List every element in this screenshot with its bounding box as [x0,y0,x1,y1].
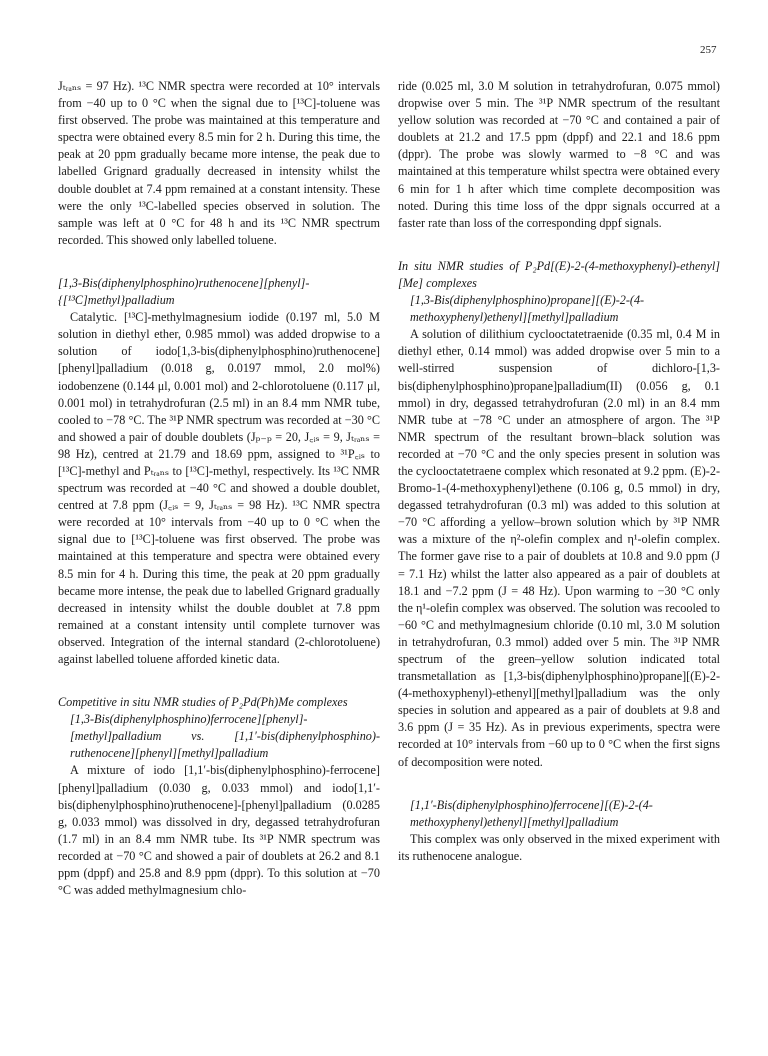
left-paragraph-2: Catalytic. [¹³C]-methylmagnesium iodide (0.197 ml, 5.0 M solution in diethyl ether, 0.985 mmol) was added dropwise to a solution of iodo[1,3-bis(diphenylphosphino)ruthenocene][phenyl]palladium (0.018 g, 0.0197 mmol, 2.0 mol%) iodobenzene (0.144 μl, 0.001 mol) and 2-chlorotoluene (0.117 μl, 0.001 mol) in tetrahydrofuran (2.5 ml) in an 8.4 mm NMR tube, cooled to −78 °C. The ³¹P NMR spectrum was recorded at −30 °C and showed a pair of double doublets (Jₚ₋ₚ = 20, J꜀ᵢₛ = 9, Jₜᵣₐₙₛ = 98 Hz), centred at 21.79 and 18.69 ppm, assigned to ³¹P꜀ᵢₛ to [¹³C]-methyl and Pₜᵣₐₙₛ to [¹³C]-methyl, respectively. Its ¹³C NMR spectrum was recorded at −40 °C and showed a double doublet, centred at 7.8 ppm (J꜀ᵢₛ = 9, Jₜᵣₐₙₛ = 98 Hz). ¹³C NMR spectra were recorded at 10° intervals from −40 up to 0 °C when the signal due to [¹³C]-toluene was first observed. The probe was maintained at this temperature and spectra were obtained every 8.5 min for 4 h. During this time, the peak at 20 ppm gradually became more intense, the peak due to labelled Grignard gradually decreased in intensity whilst the double doublet at 7.8 ppm remained at a constant intensity until complete turnover was observed. Integration of the internal standard (2-chlorotoluene) against labelled toluene afforded kinetic data. [58,310,380,666]
left-section-heading-1: [1,3-Bis(diphenylphosphino)ruthenocene][phenyl]-{[¹³C]methyl}palladium [58,275,310,308]
right-subsection-heading-3: [1,1′-Bis(diphenylphosphino)ferrocene][(E)-2-(4-methoxyphenyl)ethenyl][methyl]palladium [410,797,653,829]
right-paragraph-1: ride (0.025 ml, 3.0 M solution in tetrahydrofuran, 0.075 mmol) dropwise over 5 min. The ³¹P NMR spectrum of the resultant yellow solution was recorded at −70 °C and contained a pair of doublets at 21.2 and 17.5 ppm (dppf) and 22.1 and 18.6 ppm (dppr). The probe was slowly warmed to −8 °C and was maintained at this temperature whilst spectra were obtained every 6 min for 1 h after which time complete decomposition was noted. During this time loss of the dppr signals occurred at a faster rate than loss of the corresponding dppf signals. [398,79,720,230]
right-section-heading-1: In situ NMR studies of P₂Pd[(E)-2-(4-methoxyphenyl)-ethenyl][Me] complexes [398,258,720,290]
right-column [398,78,720,865]
right-paragraph-3: This complex was only observed in the mixed experiment with its ruthenocene analogue. [398,831,720,863]
right-paragraph-2: A solution of dilithium cyclooctatetraenide (0.35 ml, 0.4 M in diethyl ether, 0.14 mmol) was added dropwise over 5 min to a well-stirred suspension of dichloro-[1,3-bis(diphenylphosphino)propane]palladium(II) (0.056 g, 0.1 mmol) in dry, degassed tetrahydrofuran (2.0 ml) in an 8.4 mm NMR tube at −78 °C under an atmosphere of argon. The ³¹P NMR spectrum of the resultant brown–black solution was recorded at −70 °C and the only species present in solution was the cyclooctatetraene complex which resonated at 9.2 ppm. (E)-2-Bromo-1-(4-methoxyphenyl)ethene (0.106 g, 0.5 mmol) in dry, degassed tetrahydrofuran (0.3 ml) was added to this solution at −70 °C affording a yellow–brown solution which by ³¹P NMR was a mixture of the η²-olefin complex and η¹-olefin complex. The former gave rise to a pair of doublets at 10.8 and 9.0 ppm (J = 7.1 Hz) whilst the latter also appeared as a pair of doublets at 18.1 and −7.2 ppm (J = 48 Hz). Upon warming to −30 °C only the η¹-olefin complex was observed. The solution was recooled to −60 °C and methylmagnesium chloride (0.10 ml, 3.0 M solution in tetrahydrofuran, 0.3 mmol) added over 5 min. The ³¹P NMR spectrum of the green–yellow solution indicated total transmetallation as [1,3-bis(diphenylphosphino)propane][(E)-2-(4-methoxyphenyl)-ethenyl][methyl]palladium was the only species in solution and appeared as a pair of doublets at 9.8 and 3.6 ppm (J = 35 Hz). As in previous experiments, spectra were recorded at 10° intervals from −60 up to 0 °C when the first signs of decomposition were noted. [398,327,720,769]
right-subsection-heading-2: [1,3-Bis(diphenylphosphino)propane][(E)-2-(4-methoxyphenyl)ethenyl][methyl]palladium [410,293,645,325]
left-column [58,78,380,899]
page-number: 257 [700,44,717,56]
left-subsection-heading-3: [1,3-Bis(diphenylphosphino)ferrocene][phenyl]-[methyl]palladium vs. [1,1′-bis(diphenylphosphino)-ruthenocene][phenyl][methyl]palladium [70,712,380,761]
left-paragraph-3: A mixture of iodo [1,1′-bis(diphenylphosphino)-ferrocene][phenyl]palladium (0.030 g, 0.033 mmol) and iodo[1,1′-bis(diphenylphosphino)ruthenocene]-[phenyl]palladium (0.0285 g, 0.033 mmol) was dissolved in dry, degassed tetrahydrofuran (1.7 ml) in an 8.4 mm NMR tube. Its ³¹P NMR spectrum was recorded at −70 °C and showed a pair of doublets at 26.2 and 8.1 ppm (dppf) and 25.8 and 8.9 ppm (dppr). To this solution at −70 °C was added methylmagnesium chlo- [58,763,380,898]
left-section-heading-2: Competitive in situ NMR studies of P₂Pd(Ph)Me complexes [58,695,348,710]
left-paragraph-1: Jₜᵣₐₙₛ = 97 Hz). ¹³C NMR spectra were recorded at 10° intervals from −40 up to 0 °C when the signal due to [¹³C]-toluene was first observed. The probe was maintained at this temperature and spectra were obtained every 8.5 min for 2 h. During this time, the peak at 20 ppm gradually became more intense, the peak due to labelled Grignard gradually decreased in intensity whilst the double doublet at 7.4 ppm remained at a constant intensity. These were the only ¹³C-labelled species observed in solution. The sample was left at 0 °C for 48 h and its ¹³C NMR spectrum recorded. This showed only labelled toluene. [58,79,380,247]
